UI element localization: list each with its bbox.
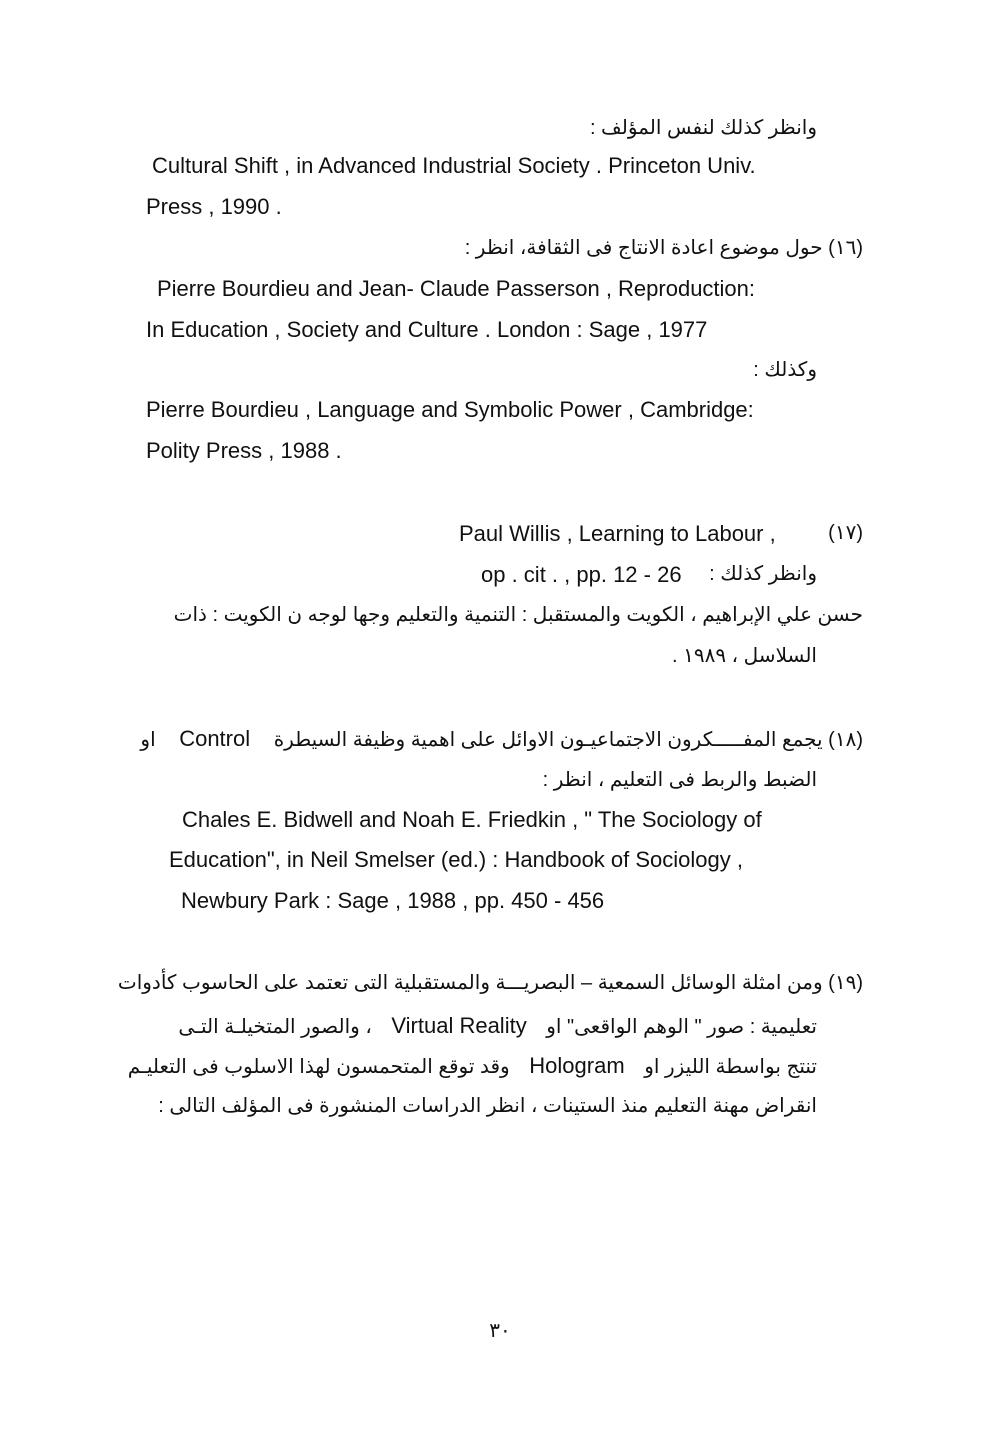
ref-bidwell-1: Chales E. Bidwell and Noah E. Friedkin , " The Sociology of (182, 807, 762, 832)
footnote-19-line2-b: ، والصور المتخيلـة التـى (178, 1016, 372, 1038)
ref-bourdieu-2: In Education , Society and Culture . London : Sage , 1977 (146, 317, 708, 342)
footnote-18-text: (١٨) يجمع المفـــــكرون الاجتماعيـون الاوائل على اهمية وظيفة السيطرة (273, 729, 863, 751)
ref-bourdieu-1: Pierre Bourdieu and Jean- Claude Passerson , Reproduction: (157, 276, 756, 301)
footnote-19-line3 (128, 1055, 817, 1077)
ref-op-cit: op . cit . , pp. 12 - 26 (481, 562, 682, 587)
arabic-see-also: وانظر كذلك لنفس المؤلف : (589, 117, 817, 139)
ref-bourdieu-language-1: Pierre Bourdieu , Language and Symbolic Power , Cambridge: (146, 397, 754, 422)
ref-bidwell-3: Newbury Park : Sage , 1988 , pp. 450 - 456 (181, 888, 605, 913)
footnote-19-line1: (١٩) ومن امثلة الوسائل السمعية – البصريـــة والمستقبلية التى تعتمد على الحاسوب كأدوات (117, 972, 863, 994)
page-number: ٣٠ (489, 1320, 511, 1342)
arabic-see-also-2: وانظر كذلك : (709, 563, 817, 585)
ref-bourdieu-language-2: Polity Press , 1988 . (146, 438, 342, 463)
footnote-17-number: (١٧) (828, 522, 863, 544)
footnote-18-or: او (140, 729, 156, 751)
term-control: Control (179, 726, 251, 751)
arabic-and-also: وكذلك : (753, 359, 817, 381)
footnote-19-line3-a: تنتج بواسطة الليزر او (644, 1056, 817, 1078)
ref-cultural-shift-1: Cultural Shift , in Advanced Industrial Society . Princeton Univ. (152, 153, 756, 178)
ref-cultural-shift-2: Press , 1990 . (146, 194, 282, 219)
footnote-19-line2 (178, 1015, 817, 1037)
footnote-18-line1 (140, 728, 863, 750)
footnote-16-heading: (١٦) حول موضوع اعادة الانتاج فى الثقافة، انظر : (464, 237, 863, 259)
ref-bidwell-2: Education", in Neil Smelser (ed.) : Handbook of Sociology , (169, 847, 743, 872)
footnote-19-line2-a: تعليمية : صور " الوهم الواقعى" او (546, 1016, 817, 1038)
term-hologram: Hologram (529, 1053, 625, 1078)
ref-ibrahim-2: السلاسل ، ١٩٨٩ . (672, 645, 817, 667)
footnote-19-line4: انقراض مهنة التعليم منذ الستينات ، انظر الدراسات المنشورة فى المؤلف التالى : (158, 1095, 817, 1117)
ref-willis: Paul Willis , Learning to Labour , (459, 521, 776, 546)
ref-ibrahim-1: حسن علي الإبراهيم ، الكويت والمستقبل : التنمية والتعليم وجها لوجه ن الكويت : ذات (173, 604, 863, 626)
footnote-19-line3-b: وقد توقع المتحمسون لهذا الاسلوب فى التعليـم (127, 1056, 510, 1078)
term-virtual-reality: Virtual Reality (391, 1013, 527, 1038)
footnote-18-line2: الضبط والربط فى التعليم ، انظر : (542, 769, 817, 791)
